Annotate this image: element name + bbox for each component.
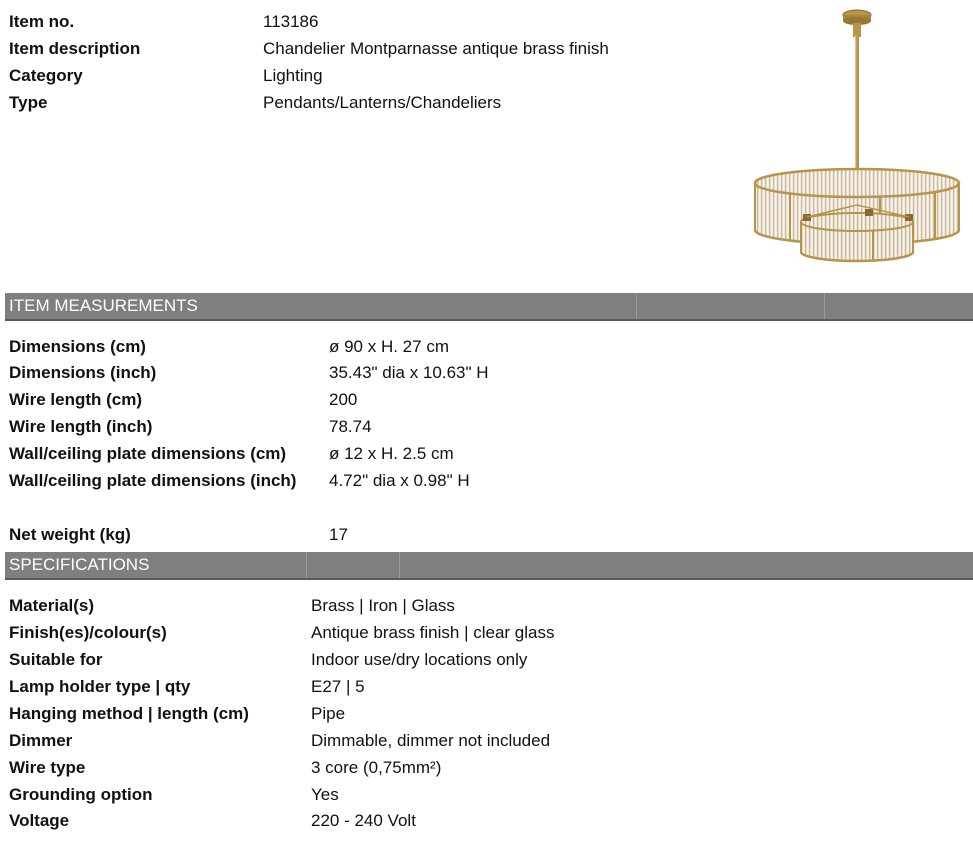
type-value: Pendants/Lanterns/Chandeliers — [263, 93, 502, 112]
plate-dimensions-cm-label: Wall/ceiling plate dimensions (cm) — [9, 444, 287, 463]
grounding-label: Grounding option — [9, 785, 153, 804]
specifications-title: SPECIFICATIONS — [9, 555, 150, 574]
plate-dimensions-inch-value: 4.72" dia x 0.98" H — [329, 471, 470, 490]
category-label: Category — [9, 66, 83, 85]
materials-value: Brass | Iron | Glass — [311, 596, 455, 615]
band-divider — [306, 552, 307, 578]
hanging-method-value: Pipe — [311, 704, 346, 723]
item-description-value: Chandelier Montparnasse antique brass finish — [263, 39, 609, 58]
item-description-label: Item description — [9, 39, 141, 58]
suitable-for-value: Indoor use/dry locations only — [311, 650, 528, 669]
dimensions-cm-value: ø 90 x H. 27 cm — [329, 337, 449, 356]
dimmer-value: Dimmable, dimmer not included — [311, 731, 551, 750]
net-weight-label: Net weight (kg) — [9, 525, 131, 544]
lamp-holder-label: Lamp holder type | qty — [9, 677, 191, 696]
voltage-label: Voltage — [9, 811, 70, 830]
dimensions-inch-label: Dimensions (inch) — [9, 363, 157, 382]
hanging-method-label: Hanging method | length (cm) — [9, 704, 249, 723]
band-underline — [5, 319, 973, 321]
item-measurements-title: ITEM MEASUREMENTS — [9, 296, 198, 315]
grounding-value: Yes — [311, 785, 339, 804]
wire-length-cm-label: Wire length (cm) — [9, 390, 143, 409]
band-divider — [824, 293, 825, 319]
finish-value: Antique brass finish | clear glass — [311, 623, 555, 642]
finish-label: Finish(es)/colour(s) — [9, 623, 167, 642]
type-label: Type — [9, 93, 48, 112]
suitable-for-label: Suitable for — [9, 650, 103, 669]
band-divider — [399, 552, 400, 578]
wire-type-value: 3 core (0,75mm²) — [311, 758, 442, 777]
wire-length-inch-value: 78.74 — [329, 417, 372, 436]
dimensions-inch-value: 35.43" dia x 10.63" H — [329, 363, 489, 382]
plate-dimensions-cm-value: ø 12 x H. 2.5 cm — [329, 444, 454, 463]
category-value: Lighting — [263, 66, 323, 85]
wire-type-label: Wire type — [9, 758, 86, 777]
item-no-value: 113186 — [263, 12, 319, 31]
plate-dimensions-inch-label: Wall/ceiling plate dimensions (inch) — [9, 471, 297, 490]
voltage-value: 220 - 240 Volt — [311, 811, 416, 830]
lamp-holder-value: E27 | 5 — [311, 677, 365, 696]
item-measurements-header — [5, 293, 973, 319]
wire-length-cm-value: 200 — [329, 390, 358, 409]
materials-label: Material(s) — [9, 596, 95, 615]
dimmer-label: Dimmer — [9, 731, 73, 750]
wire-length-inch-label: Wire length (inch) — [9, 417, 153, 436]
band-underline — [5, 578, 973, 580]
net-weight-value: 17 — [329, 525, 348, 544]
chandelier-image — [745, 5, 970, 270]
specifications-header — [5, 552, 973, 578]
band-divider — [636, 293, 637, 319]
item-no-label: Item no. — [9, 12, 75, 31]
dimensions-cm-label: Dimensions (cm) — [9, 337, 146, 356]
